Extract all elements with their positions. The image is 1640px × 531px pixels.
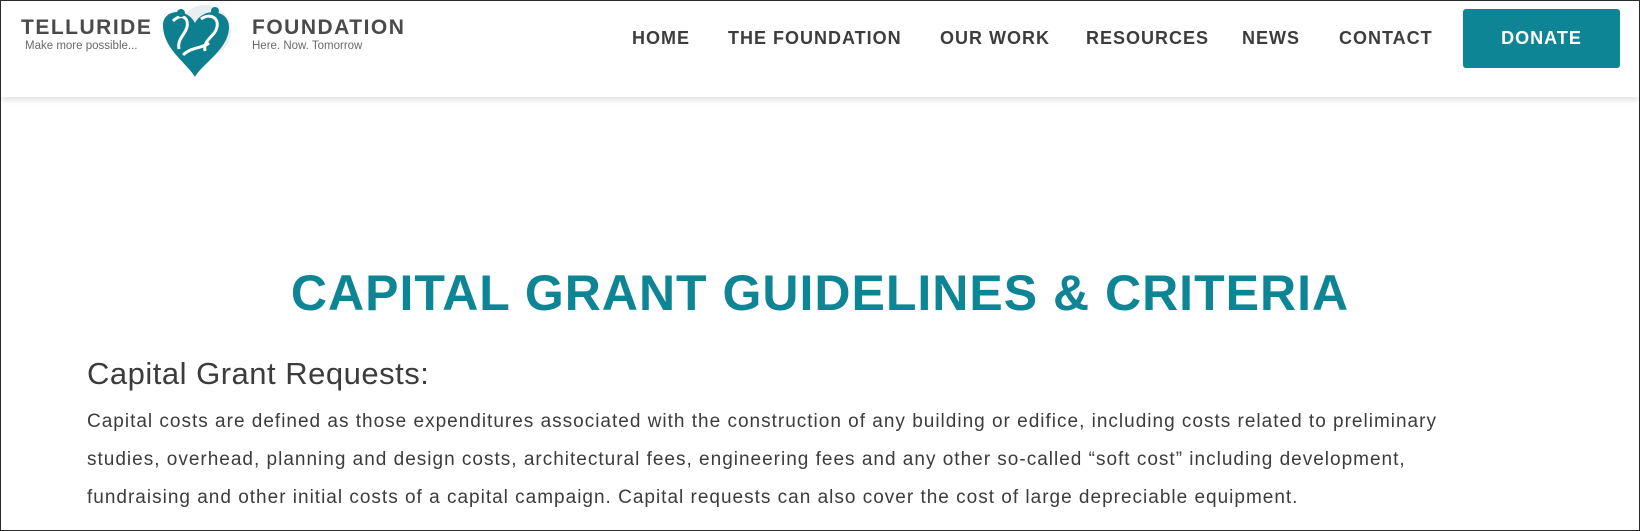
paragraph-line: Capital costs are defined as those expenditures associated with the construction of any building or edifice, including costs related to preliminary xyxy=(87,411,1437,432)
logo-word-left: TELLURIDE xyxy=(21,16,153,39)
logo-word-right: FOUNDATION xyxy=(252,16,406,39)
section-heading: Capital Grant Requests: xyxy=(87,356,430,391)
paragraph-line: fundraising and other initial costs of a capital campaign. Capital requests can also cover the cost of large depreciable equipment. xyxy=(87,487,1299,508)
logo-tagline-left: Make more possible... xyxy=(25,40,138,52)
main-nav xyxy=(1,28,1639,52)
nav-our-work[interactable]: OUR WORK xyxy=(940,28,1050,48)
body-paragraph xyxy=(87,403,1587,517)
donate-button[interactable]: DONATE xyxy=(1463,9,1620,68)
nav-resources[interactable]: RESOURCES xyxy=(1086,28,1210,48)
page-title: CAPITAL GRANT GUIDELINES & CRITERIA xyxy=(290,265,1350,321)
logo-tagline-right: Here. Now. Tomorrow xyxy=(252,40,363,52)
nav-the-foundation[interactable]: THE FOUNDATION xyxy=(728,28,902,48)
site-header xyxy=(1,1,1639,97)
nav-contact[interactable]: CONTACT xyxy=(1339,28,1433,48)
nav-home[interactable]: HOME xyxy=(632,28,690,48)
nav-news[interactable]: NEWS xyxy=(1242,28,1300,48)
paragraph-line: studies, overhead, planning and design costs, architectural fees, engineering fees and any other so-called “soft cost” including development, xyxy=(87,449,1406,470)
